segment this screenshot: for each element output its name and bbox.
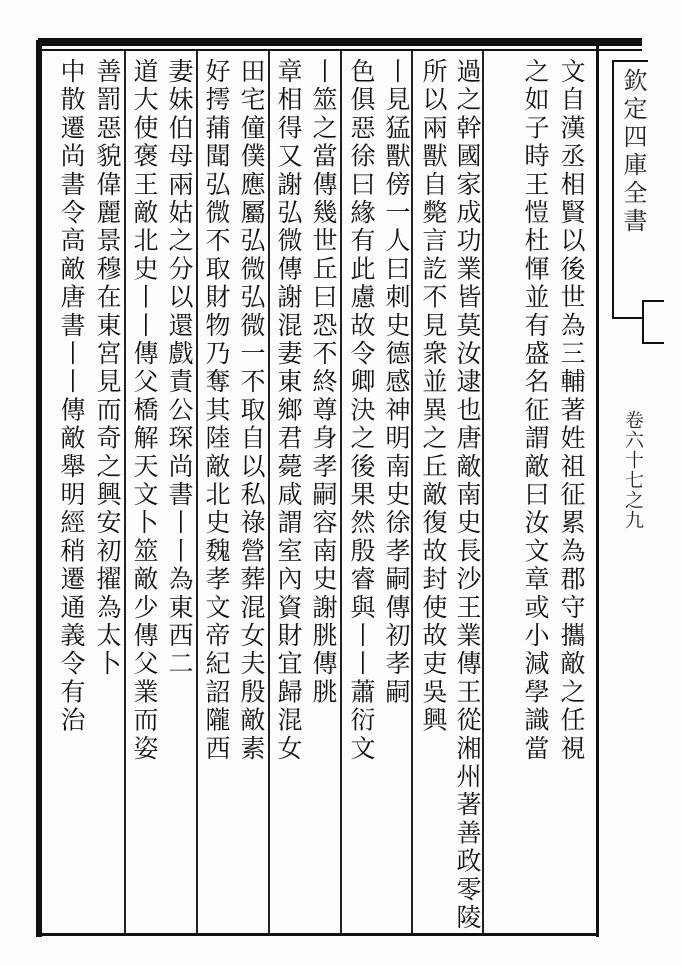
text-column-8: 丨筮之當傳幾世丘曰恐不終尊身孝嗣容南史謝朓傳朓 — [309, 58, 338, 707]
text-column-11: 好摴蒱聞弘微不取財物乃奪其陸敵北史魏孝文帝紀詔隴西 — [202, 58, 231, 763]
text-column-12: 妻妹伯母兩姑之分以還戲責公琛尚書丨丨為東西二 — [165, 58, 194, 679]
column-rule — [340, 51, 342, 933]
column-rule — [196, 51, 198, 933]
column-rule — [124, 51, 126, 933]
column-rule — [268, 51, 270, 933]
text-column-9: 章相得又謝弘微傳謝混妻東鄉君薨咸謂室內資財宜歸混女 — [274, 58, 303, 763]
spine-volume: 卷六十七之九 — [622, 410, 644, 530]
left-border — [36, 40, 42, 937]
text-column-14: 善罰惡貌偉麗景穆在東宮見而奇之興安初擢為太卜 — [93, 58, 122, 679]
top-border — [38, 38, 642, 46]
text-column-5: 所以兩獸自斃言訖不見衆並異之丘敵復故封使故吏吳興 — [419, 58, 448, 735]
text-column-2: 之如子時王愷杜惲並有盛名征謂敵曰汝文章或小減學識當 — [521, 58, 550, 763]
text-column-15: 中散遷尚書令高敵唐書丨丨傳敵舉明經稍遷通義令有治 — [57, 58, 86, 735]
text-column-1: 文自漢丞相賢以後世為三輔著姓祖征累為郡守攜敵之任視 — [557, 58, 586, 763]
text-column-10: 田宅僮僕應屬弘微弘微一不取自以私祿營葬混女夫殷敵素 — [237, 58, 266, 763]
column-rule — [482, 51, 484, 933]
spine-notch — [642, 300, 664, 344]
text-column-3: 過之幹國家成功業皆莫汝逮也唐敵南史長沙王業傳王從湘州著善政零陵 — [453, 58, 482, 933]
text-column-13: 道大使褒王敵北史丨丨傳父橋解天文卜筮敵少傳父業而姿 — [130, 58, 159, 763]
column-rule — [411, 51, 413, 933]
text-column-6: 丨見猛獸傍一人曰刺史德感神明南史徐孝嗣傳初孝嗣 — [382, 58, 411, 707]
spine-title: 欽定四庫全書 — [619, 68, 647, 236]
bottom-border — [38, 933, 598, 936]
text-column-7: 色俱惡徐曰緣有此慮故令卿決之後果然殷睿與丨丨蕭衍文 — [347, 58, 376, 763]
